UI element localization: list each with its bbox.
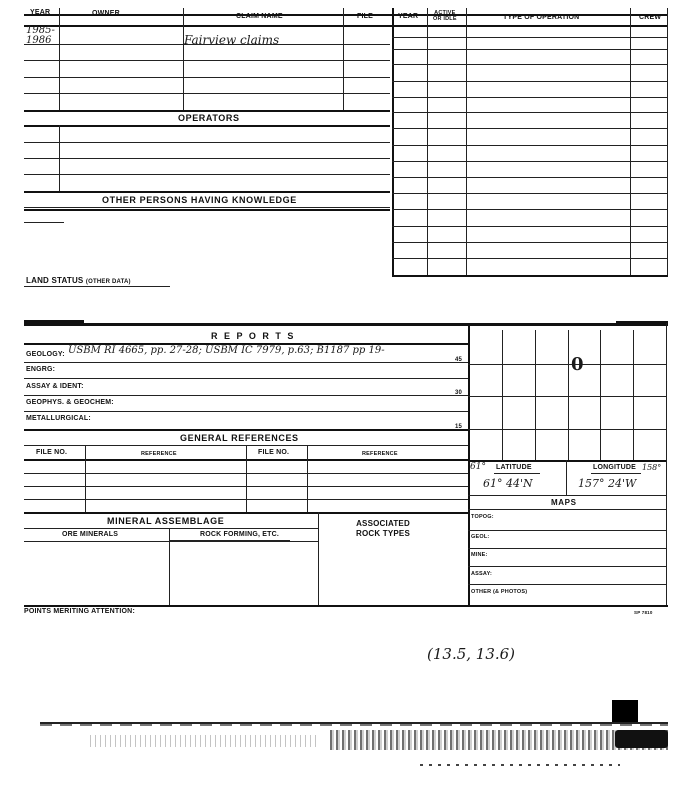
points-meriting-attention-label: POINTS MERITING ATTENTION: bbox=[24, 608, 135, 615]
row-line bbox=[24, 362, 468, 363]
maps-other-label: OTHER (& PHOTOS) bbox=[471, 589, 528, 595]
op-year-header: YEAR bbox=[398, 13, 419, 20]
crew-header: CREW bbox=[639, 14, 662, 21]
mark-15: 15 bbox=[455, 424, 463, 430]
longitude-suffix: 158° bbox=[642, 463, 662, 472]
mineral-assemblage-heading: MINERAL ASSEMBLAGE bbox=[107, 516, 225, 526]
maps-geol-label: GEOL: bbox=[471, 534, 490, 540]
row-line bbox=[24, 125, 390, 127]
geology-label: GEOLOGY: bbox=[26, 351, 65, 358]
owner-header: OWNER bbox=[92, 10, 120, 17]
maps-heading: MAPS bbox=[551, 498, 577, 507]
col-line bbox=[343, 8, 344, 110]
grid-line bbox=[502, 330, 503, 460]
col-line bbox=[59, 125, 60, 191]
row-line bbox=[24, 93, 390, 94]
grid-line bbox=[468, 460, 666, 462]
col-line bbox=[318, 512, 319, 605]
geology-entry: USBM RI 4665, pp. 27-28; USBM IC 7979, p.63; B1187 pp 19- bbox=[68, 345, 385, 356]
row-line bbox=[24, 77, 390, 78]
col-line bbox=[59, 8, 60, 110]
longitude-underline bbox=[591, 473, 641, 474]
maps-assay-label: ASSAY: bbox=[471, 571, 493, 577]
op-row-line bbox=[392, 112, 668, 113]
row-line bbox=[24, 528, 318, 529]
year-entry: 1985- 1986 bbox=[26, 25, 55, 46]
metallurgical-label: METALLURGICAL: bbox=[26, 415, 91, 422]
latitude-value: 61° 44'N bbox=[483, 477, 533, 490]
gr-reference-2: REFERENCE bbox=[362, 451, 398, 457]
operators-heading: OPERATORS bbox=[178, 113, 240, 123]
general-references-heading: GENERAL REFERENCES bbox=[180, 433, 299, 443]
mark-45: 45 bbox=[455, 357, 463, 363]
smudge-mark bbox=[24, 320, 84, 325]
col-line bbox=[307, 445, 308, 512]
ore-minerals-header: ORE MINERALS bbox=[62, 531, 119, 538]
land-status-sublabel: (OTHER DATA) bbox=[85, 279, 131, 285]
row-line bbox=[24, 44, 390, 45]
row-line bbox=[24, 60, 390, 61]
op-row-line bbox=[392, 81, 668, 82]
row-line bbox=[468, 530, 666, 531]
col-line bbox=[183, 8, 184, 110]
op-row-line bbox=[392, 242, 668, 243]
section-border bbox=[24, 323, 668, 326]
active-idle-header: ACTIVE OR IDLE bbox=[433, 10, 457, 22]
row-line bbox=[468, 548, 666, 549]
latitude-underline bbox=[494, 473, 540, 474]
row-line bbox=[24, 174, 390, 175]
op-row-line bbox=[392, 64, 668, 65]
grid-line bbox=[600, 330, 601, 460]
gr-file-no-1: FILE NO. bbox=[36, 449, 68, 456]
op-row-line bbox=[392, 209, 668, 210]
op-row-line bbox=[392, 193, 668, 194]
rock-forming-header: ROCK FORMING, ETC. bbox=[200, 531, 280, 538]
op-row-line bbox=[392, 49, 668, 50]
op-row-line bbox=[392, 161, 668, 162]
col-line bbox=[566, 460, 567, 495]
row-line bbox=[24, 512, 468, 514]
grid-line bbox=[468, 429, 666, 430]
land-status-underline bbox=[24, 286, 170, 287]
gr-reference-1: REFERENCE bbox=[141, 451, 177, 457]
row-line bbox=[468, 584, 666, 585]
row-line bbox=[468, 509, 666, 510]
type-of-operation-header: TYPE OF OPERATION bbox=[503, 14, 580, 21]
row-line bbox=[24, 541, 318, 542]
year-header: YEAR bbox=[30, 9, 51, 16]
row-line bbox=[24, 411, 468, 412]
row-line bbox=[24, 110, 390, 112]
longitude-label: LONGITUDE bbox=[593, 464, 637, 471]
grid-line bbox=[468, 364, 666, 365]
row-line bbox=[24, 222, 64, 223]
gr-file-no-2: FILE NO. bbox=[258, 449, 290, 456]
latitude-label: LATITUDE bbox=[496, 464, 532, 471]
row-line bbox=[24, 191, 390, 193]
smudge-mark bbox=[616, 321, 668, 326]
col-line bbox=[246, 445, 247, 512]
land-status-text: LAND STATUS bbox=[26, 276, 84, 285]
op-row-line bbox=[392, 37, 668, 38]
land-status-label bbox=[26, 276, 131, 285]
row-line bbox=[24, 209, 390, 211]
engrg-label: ENGRG: bbox=[26, 366, 56, 373]
claim-name-entry: Fairview claims bbox=[184, 33, 280, 47]
scan-line-dashed bbox=[420, 764, 620, 766]
grid-line bbox=[666, 323, 667, 605]
bottom-border bbox=[24, 605, 668, 607]
col-line bbox=[85, 445, 86, 512]
maps-topog-label: TOPOG: bbox=[471, 514, 494, 520]
grid-mark: 0 bbox=[571, 354, 584, 375]
row-line bbox=[468, 566, 666, 567]
longitude-value: 157° 24'W bbox=[578, 477, 637, 490]
scan-noise bbox=[90, 735, 320, 747]
scan-blob bbox=[615, 730, 668, 748]
op-row-line bbox=[392, 128, 668, 129]
file-header: FILE bbox=[357, 13, 373, 20]
row-line bbox=[24, 378, 468, 379]
assay-ident-label: ASSAY & IDENT: bbox=[26, 383, 84, 390]
header-underline bbox=[24, 25, 668, 27]
grid-line bbox=[535, 330, 536, 460]
mark-30: 30 bbox=[455, 390, 463, 396]
row-line bbox=[24, 207, 390, 208]
latitude-prefix: 61° bbox=[470, 462, 486, 472]
associated-rock-types-header: ASSOCIATED ROCK TYPES bbox=[356, 519, 411, 538]
op-row-line bbox=[392, 275, 668, 277]
claim-name-header: CLAIM NAME bbox=[236, 13, 283, 20]
row-line bbox=[24, 158, 390, 159]
geophys-label: GEOPHYS. & GEOCHEM: bbox=[26, 399, 114, 406]
grid-line bbox=[568, 330, 569, 460]
form-code: SP 7810 bbox=[634, 610, 653, 615]
coordinates-note: (13.5, 13.6) bbox=[427, 645, 516, 663]
other-persons-heading: OTHER PERSONS HAVING KNOWLEDGE bbox=[102, 195, 297, 205]
row-line bbox=[24, 429, 468, 431]
op-row-line bbox=[392, 177, 668, 178]
op-row-line bbox=[392, 226, 668, 227]
row-line bbox=[468, 495, 666, 496]
grid-line bbox=[633, 330, 634, 460]
op-row-line bbox=[392, 258, 668, 259]
op-row-line bbox=[392, 145, 668, 146]
grid-line bbox=[468, 396, 666, 397]
row-line bbox=[24, 142, 390, 143]
row-line bbox=[24, 395, 468, 396]
reports-heading: R E P O R T S bbox=[211, 331, 296, 341]
op-row-line bbox=[392, 97, 668, 98]
col-line bbox=[169, 528, 170, 605]
scan-line-dashed bbox=[40, 724, 668, 726]
maps-mine-label: MINE: bbox=[471, 552, 488, 558]
